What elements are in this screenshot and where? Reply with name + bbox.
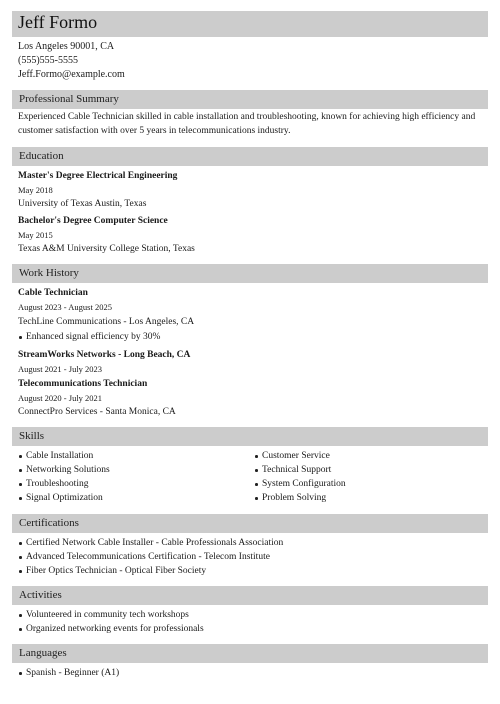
language-item: Spanish - Beginner (A1) bbox=[18, 666, 119, 680]
certifications-header bbox=[12, 514, 488, 533]
languages-header bbox=[12, 644, 488, 663]
job-title: StreamWorks Networks - Long Beach, CA bbox=[18, 350, 191, 360]
skills-list-left bbox=[18, 449, 110, 505]
activity-item: Volunteered in community tech workshops bbox=[18, 608, 204, 622]
job-title: Telecommunications Technician bbox=[18, 379, 148, 389]
certification-item: Certified Network Cable Installer - Cable Professionals Association bbox=[18, 536, 283, 550]
job-title: Cable Technician bbox=[18, 288, 88, 298]
languages-title: Languages bbox=[19, 647, 67, 659]
education-degree: Master's Degree Electrical Engineering bbox=[18, 171, 178, 181]
skill-item: Problem Solving bbox=[254, 491, 346, 505]
job-dates: August 2020 - July 2021 bbox=[18, 393, 103, 403]
candidate-name: Jeff Formo bbox=[18, 12, 98, 32]
summary-header bbox=[12, 90, 488, 109]
skill-item: Cable Installation bbox=[18, 449, 110, 463]
education-degree: Bachelor's Degree Computer Science bbox=[18, 216, 168, 226]
job-company: TechLine Communications - Los Angeles, CA bbox=[18, 317, 195, 327]
education-school: University of Texas Austin, Texas bbox=[18, 199, 147, 209]
certification-item: Advanced Telecommunications Certification - Telecom Institute bbox=[18, 550, 283, 564]
skill-item: Customer Service bbox=[254, 449, 346, 463]
contact-email: Jeff.Formo@example.com bbox=[18, 69, 125, 80]
work-title: Work History bbox=[19, 267, 79, 279]
skill-item: System Configuration bbox=[254, 477, 346, 491]
education-header bbox=[12, 147, 488, 166]
activities-title: Activities bbox=[19, 589, 62, 601]
job-bullet: Enhanced signal efficiency by 30% bbox=[18, 330, 160, 344]
activities-list bbox=[18, 608, 204, 636]
skills-list-right bbox=[254, 449, 346, 505]
skill-item: Networking Solutions bbox=[18, 463, 110, 477]
work-header bbox=[12, 264, 488, 283]
education-date: May 2015 bbox=[18, 230, 53, 240]
certifications-title: Certifications bbox=[19, 517, 79, 529]
contact-phone: (555)555-5555 bbox=[18, 55, 78, 66]
certification-item: Fiber Optics Technician - Optical Fiber Society bbox=[18, 564, 283, 578]
job-bullets bbox=[18, 330, 160, 344]
contact-location: Los Angeles 90001, CA bbox=[18, 41, 115, 52]
job-dates: August 2021 - July 2023 bbox=[18, 364, 103, 374]
summary-text: Experienced Cable Technician skilled in cable installation and troubleshooting, known for achieving high efficiency and customer satisfaction with over 5 years in telecommunications industry. bbox=[18, 112, 476, 136]
education-school: Texas A&M University College Station, Texas bbox=[18, 244, 195, 254]
activities-header bbox=[12, 586, 488, 605]
languages-list bbox=[18, 666, 119, 680]
skills-header bbox=[12, 427, 488, 446]
skill-item: Troubleshooting bbox=[18, 477, 110, 491]
certifications-list bbox=[18, 536, 283, 578]
summary-title: Professional Summary bbox=[19, 93, 119, 105]
education-title: Education bbox=[19, 150, 64, 162]
job-dates: August 2023 - August 2025 bbox=[18, 302, 112, 312]
skills-title: Skills bbox=[19, 430, 45, 442]
skill-item: Technical Support bbox=[254, 463, 346, 477]
name-header bbox=[12, 11, 488, 37]
education-date: May 2018 bbox=[18, 185, 53, 195]
job-company: ConnectPro Services - Santa Monica, CA bbox=[18, 407, 176, 417]
activity-item: Organized networking events for professionals bbox=[18, 622, 204, 636]
skill-item: Signal Optimization bbox=[18, 491, 110, 505]
